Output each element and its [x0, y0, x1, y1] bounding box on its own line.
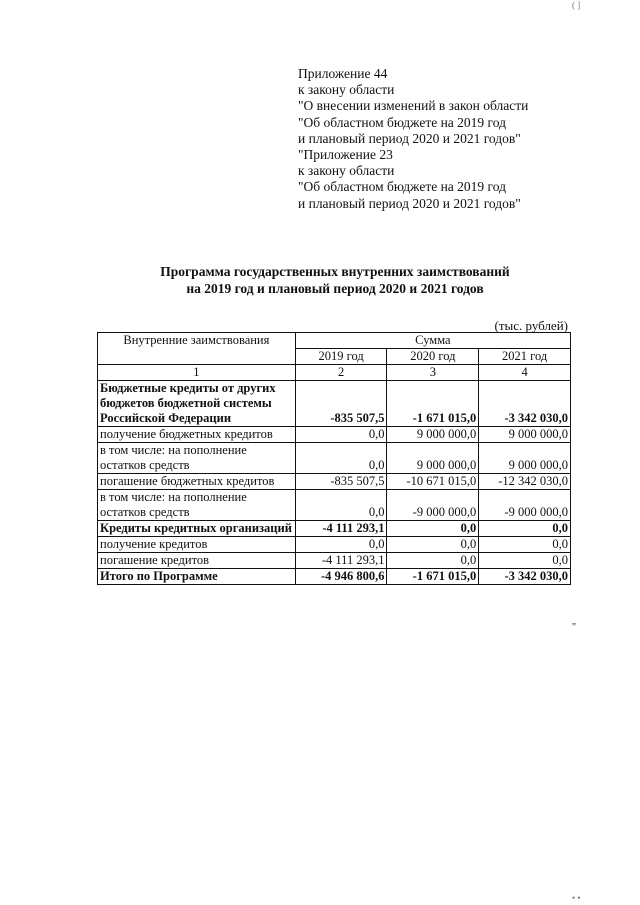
value-2020: 0,0 [387, 537, 479, 553]
row-name: в том числе: на пополнение остатков средств [98, 490, 296, 521]
table-row [98, 381, 571, 427]
table-row [98, 553, 571, 569]
value-2021: -3 342 030,0 [479, 569, 571, 585]
value-2021: -12 342 030,0 [479, 474, 571, 490]
preamble-line: к закону области [298, 163, 395, 179]
value-2019: -835 507,5 [295, 474, 387, 490]
row-name: в том числе: на пополнение остатков средств [98, 443, 296, 474]
row-name: Бюджетные кредиты от других бюджетов бюджетной системы Российской Федерации [98, 381, 296, 427]
value-2019: -4 946 800,6 [295, 569, 387, 585]
value-2021: 0,0 [479, 521, 571, 537]
preamble-line: "О внесении изменений в закон области [298, 98, 529, 114]
closing-quote: " [572, 622, 577, 633]
row-name: Кредиты кредитных организаций [98, 521, 296, 537]
preamble-line: "Приложение 23 [298, 147, 393, 163]
col-number: 1 [98, 365, 296, 381]
value-2019: -835 507,5 [295, 381, 387, 427]
title-line-2: на 2019 год и плановый период 2020 и 2021 годов [186, 281, 484, 296]
row-name: погашение кредитов [98, 553, 296, 569]
value-2020: -10 671 015,0 [387, 474, 479, 490]
value-2021: 0,0 [479, 553, 571, 569]
value-2019: 0,0 [295, 427, 387, 443]
value-2020: -1 671 015,0 [387, 569, 479, 585]
col-number: 3 [387, 365, 479, 381]
value-2019: -4 111 293,1 [295, 521, 387, 537]
table-row [98, 427, 571, 443]
row-name: Итого по Программе [98, 569, 296, 585]
row-name: погашение бюджетных кредитов [98, 474, 296, 490]
header-name-col: Внутренние заимствования [98, 333, 296, 365]
table-total-row [98, 569, 571, 585]
col-number: 4 [479, 365, 571, 381]
value-2020: 0,0 [387, 521, 479, 537]
preamble-line: и плановый период 2020 и 2021 годов" [298, 130, 521, 146]
preamble-line: "Об областном бюджете на 2019 год [298, 179, 506, 195]
bottom-mark: • • [572, 893, 581, 903]
value-2020: 9 000 000,0 [387, 427, 479, 443]
header-sum-col: Сумма [295, 333, 570, 349]
table-row [98, 474, 571, 490]
value-2020: 0,0 [387, 553, 479, 569]
header-row [98, 333, 571, 349]
preamble-line: к закону области [298, 82, 395, 98]
table-row [98, 521, 571, 537]
header-year-2020: 2020 год [387, 349, 479, 365]
col-number: 2 [295, 365, 387, 381]
units-label: (тыс. рублей) [494, 318, 568, 333]
preamble-line: "Об областном бюджете на 2019 год [298, 114, 506, 130]
table-row [98, 537, 571, 553]
value-2021: 9 000 000,0 [479, 443, 571, 474]
value-2020: -1 671 015,0 [387, 381, 479, 427]
value-2019: 0,0 [295, 490, 387, 521]
value-2019: -4 111 293,1 [295, 553, 387, 569]
value-2021: -9 000 000,0 [479, 490, 571, 521]
document-preamble [298, 66, 628, 212]
value-2021: 0,0 [479, 537, 571, 553]
value-2021: -3 342 030,0 [479, 381, 571, 427]
value-2020: 9 000 000,0 [387, 443, 479, 474]
value-2019: 0,0 [295, 537, 387, 553]
header-numbers-row [98, 365, 571, 381]
preamble-line: и плановый период 2020 и 2021 годов" [298, 195, 521, 211]
value-2021: 9 000 000,0 [479, 427, 571, 443]
document-title [100, 263, 570, 297]
row-name: получение бюджетных кредитов [98, 427, 296, 443]
value-2019: 0,0 [295, 443, 387, 474]
value-2020: -9 000 000,0 [387, 490, 479, 521]
corner-mark: ( ] [572, 0, 581, 10]
title-line-1: Программа государственных внутренних заимствований [160, 264, 510, 279]
preamble-line: Приложение 44 [298, 66, 388, 81]
header-year-2019: 2019 год [295, 349, 387, 365]
header-year-2021: 2021 год [479, 349, 571, 365]
table-row [98, 490, 571, 521]
row-name: получение кредитов [98, 537, 296, 553]
borrowing-table [97, 332, 571, 585]
table-row [98, 443, 571, 474]
